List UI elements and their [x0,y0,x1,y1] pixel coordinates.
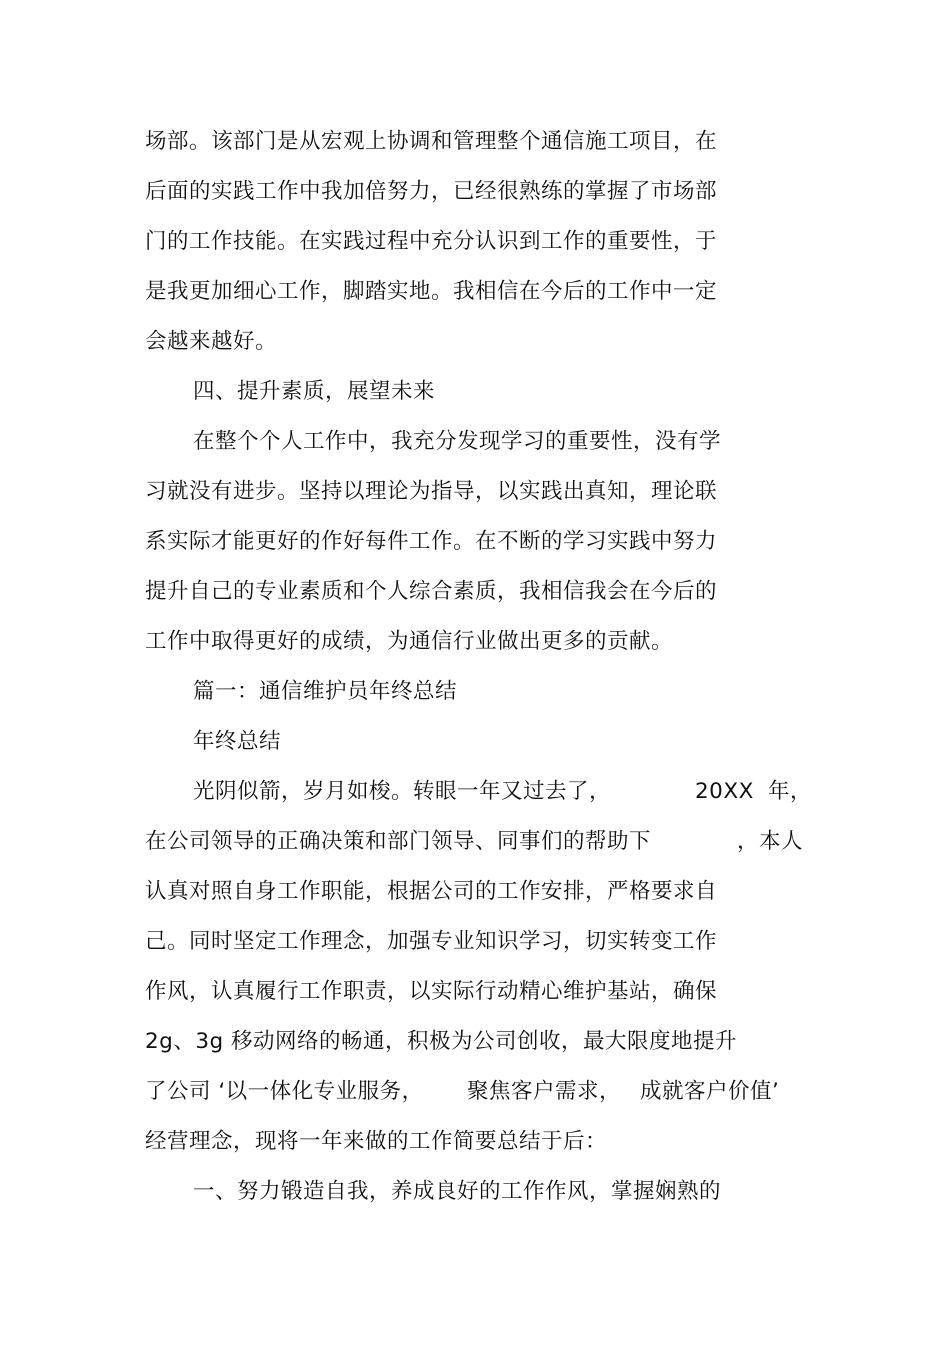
paragraph-line: 会越来越好。 [145,329,278,354]
paragraph-line: 工作中取得更好的成绩，为通信行业做出更多的贡献。 [145,629,674,654]
section-heading: 一、努力锻造自我，养成良好的工作作风，掌握娴熟的 [193,1179,722,1204]
line-segment: 聚焦客户需求， [467,1079,622,1104]
paragraph-line: 是我更加细心工作，脚踏实地。我相信在今后的工作中一定 [145,279,718,304]
line-segment: 年， [768,779,813,804]
paragraph-line: 认真对照自身工作职能，根据公司的工作安排，严格要求自 [145,879,718,904]
paragraph-line [193,778,813,806]
line-segment: 了公司 ‘以一体化专业服务， [145,1079,424,1104]
year-text: 20XX [695,779,754,804]
paragraph-line [145,828,815,856]
article-subtitle: 年终总结 [193,729,282,754]
line-segment: 在公司领导的正确决策和部门领导、同事们的帮助下 [145,829,652,854]
line-segment: ，本人 [737,829,804,854]
paragraph-line: 门的工作技能。在实践过程中充分认识到工作的重要性，于 [145,229,718,254]
paragraph-line: 己。同时坚定工作理念，加强专业知识学习，切实转变工作 [145,929,718,954]
paragraph-line: 在整个个人工作中，我充分发现学习的重要性，没有学 [193,429,722,454]
paragraph-line: 后面的实践工作中我加倍努力，已经很熟练的掌握了市场部 [145,179,718,204]
paragraph-line: 系实际才能更好的作好每件工作。在不断的学习实践中努力 [145,529,718,554]
section-heading: 四、提升素质，展望未来 [193,379,436,404]
paragraph-line [145,1078,805,1106]
paragraph-line: 作风，认真履行工作职责，以实际行动精心维护基站，确保 [145,979,718,1004]
paragraph-line: 习就没有进步。坚持以理论为指导，以实践出真知，理论联 [145,479,718,504]
paragraph-line: 2g、3g 移动网络的畅通，积极为公司创收，最大限度地提升 [145,1029,737,1054]
paragraph-line: 提升自己的专业素质和个人综合素质，我相信我会在今后的 [145,579,718,604]
line-segment: 成就客户价值’ [640,1079,780,1104]
article-title: 篇一：通信维护员年终总结 [193,679,458,704]
paragraph-line: 经营理念，现将一年来做的工作简要总结于后： [145,1129,608,1154]
line-segment: 光阴似箭，岁月如梭。转眼一年又过去了， [193,779,612,804]
paragraph-line: 场部。该部门是从宏观上协调和管理整个通信施工项目，在 [145,129,718,154]
